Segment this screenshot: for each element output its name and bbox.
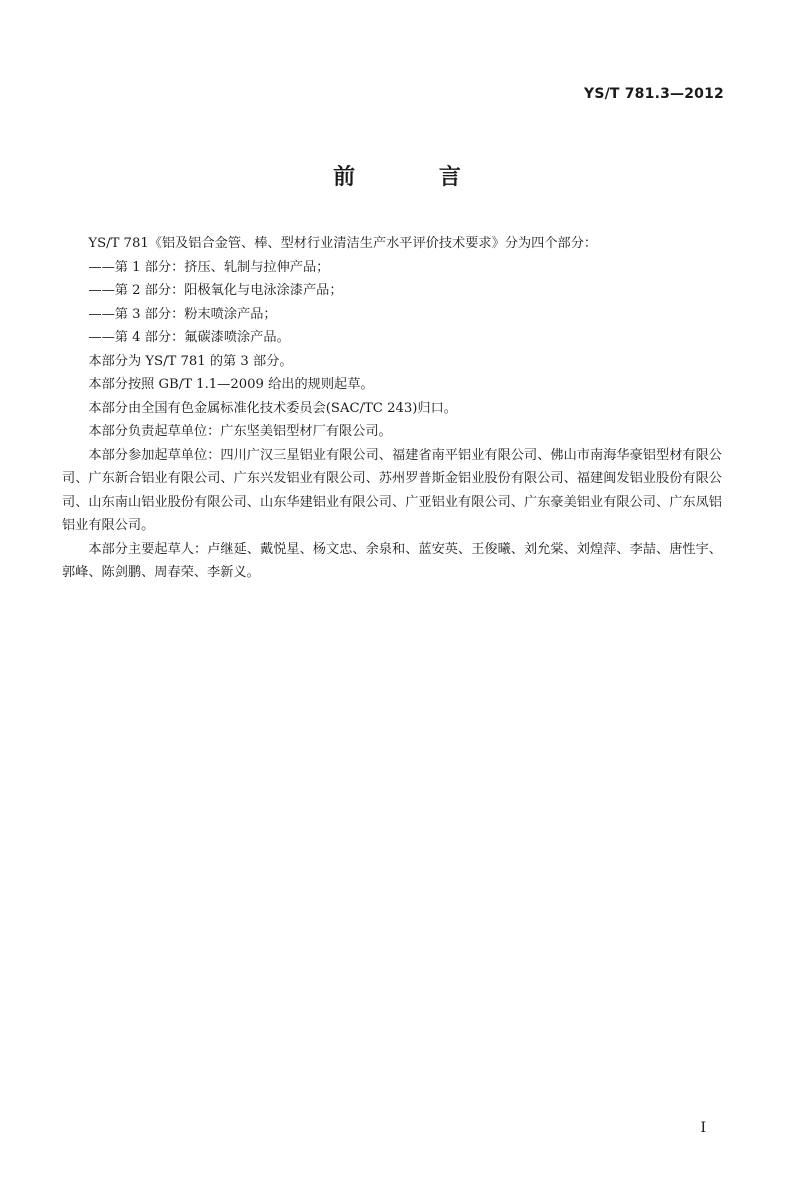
standard-number: YS/T 781.3—2012 bbox=[583, 86, 724, 102]
intro-paragraph: YS/T 781《铝及铝合金管、棒、型材行业清洁生产水平评价技术要求》分为四个部分： bbox=[88, 236, 598, 251]
foreword-body bbox=[62, 232, 722, 585]
participating-units-paragraph: 本部分参加起草单位：四川广汉三星铝业有限公司、福建省南平铝业有限公司、佛山市南海华豪铝型材有限公司、广东新合铝业有限公司、广东兴发铝业有限公司、苏州罗普斯金铝业股份有限公司、福建闽发铝业股份有限公司、山东南山铝业股份有限公司、山东华建铝业有限公司、广亚铝业有限公司、广东豪美铝业有限公司、广东凤铝铝业有限公司。 bbox=[62, 447, 722, 533]
lead-drafter-paragraph: 本部分负责起草单位：广东坚美铝型材厂有限公司。 bbox=[88, 424, 392, 439]
part-list-item: ——第 2 部分：阳极氧化与电泳涂漆产品； bbox=[88, 283, 343, 298]
part-list-item: ——第 3 部分：粉末喷涂产品； bbox=[88, 306, 277, 322]
drafting-rules-paragraph: 本部分按照 GB/T 1.1—2009 给出的规则起草。 bbox=[88, 377, 374, 392]
part-list-item: ——第 4 部分：氟碳漆喷涂产品。 bbox=[88, 330, 290, 345]
page-number: I bbox=[700, 1120, 706, 1136]
section-title: 前 言 bbox=[333, 165, 499, 190]
part-number-paragraph: 本部分为 YS/T 781 的第 3 部分。 bbox=[88, 353, 293, 369]
part-list-item: ——第 1 部分：挤压、轧制与拉伸产品； bbox=[88, 259, 330, 275]
committee-paragraph: 本部分由全国有色金属标准化技术委员会(SAC/TC 243)归口。 bbox=[88, 400, 457, 416]
main-drafters-paragraph: 本部分主要起草人：卢继延、戴悦星、杨文忠、余泉和、蓝安英、王俊曦、刘允棠、刘煌萍、李喆、唐性宇、郭峰、陈剑鹏、周春荣、李新义。 bbox=[62, 541, 722, 580]
